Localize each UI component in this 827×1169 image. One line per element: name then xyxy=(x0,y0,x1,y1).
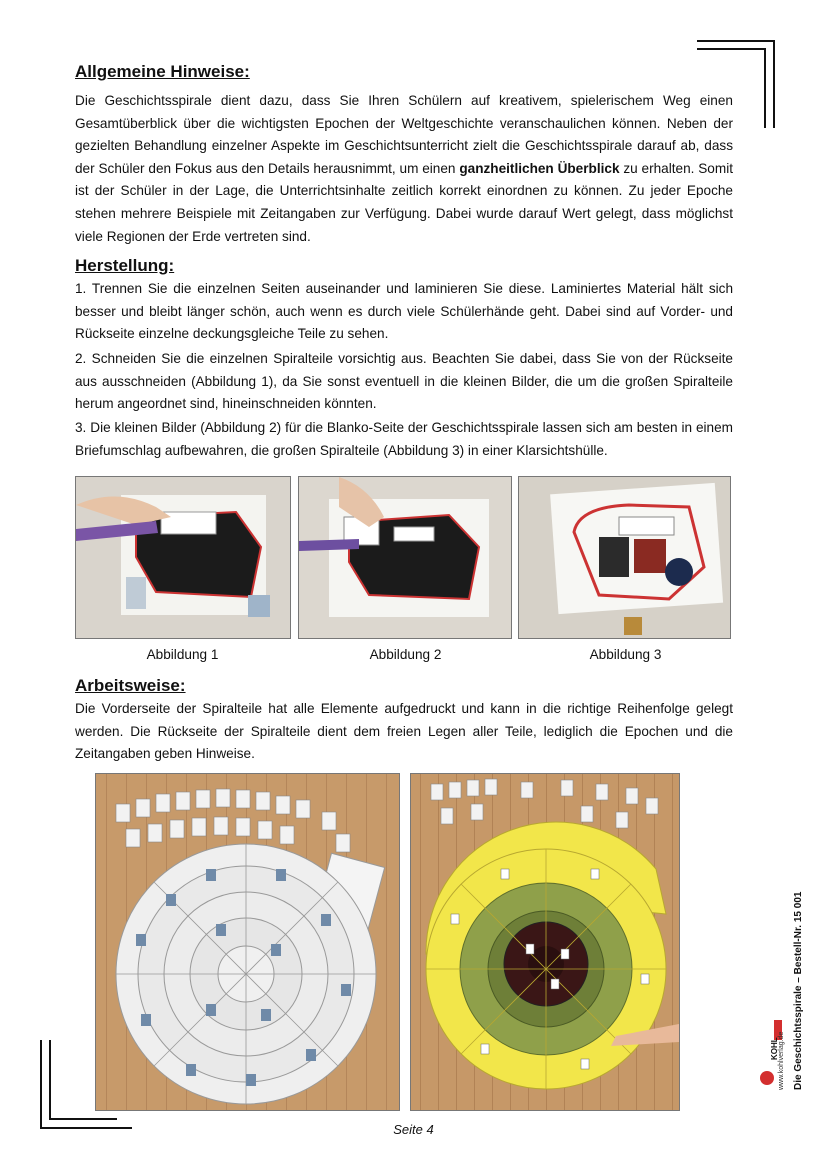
caption-abbildung-2: Abbildung 2 xyxy=(369,647,442,662)
corner-bottom-left-h2 xyxy=(49,1118,117,1120)
paragraph-allgemein xyxy=(75,90,733,248)
paragraph-arbeitsweise: Die Vorderseite der Spiralteile hat alle Elemente aufgedruckt und kann in die richtige Reihenfolge gelegt werden. Die Rückseite der Spiralteile dient dem freien Legen aller Teile, lediglich die Epochen und die Zeitangaben geben Hinweise. xyxy=(75,701,733,762)
sidebar-publisher: KOHL xyxy=(770,1037,779,1060)
photo-spiral-back xyxy=(410,773,680,1111)
paragraph-allgemein-part1: Die Geschichtsspirale dient dazu, dass Sie Ihren Schülern auf kreativem, spielerischem Weg einen Gesamtüberblick über die wichtigsten Epochen der Weltgeschichte veranschaulichen können. Neben der gezielten Behandlung einzelner Aspekte im Geschichtsunterricht zielt die Geschichtsspirale darauf ab, dass der Schüler den Fokus aus den Details herausnimmt, um einen xyxy=(75,93,733,176)
photo-spiral-back-illustration xyxy=(411,774,679,1110)
page-number: Seite 4 xyxy=(393,1122,434,1137)
heading-allgemeine-hinweise: Allgemeine Hinweise: xyxy=(75,62,250,81)
corner-top-right-v2 xyxy=(764,48,766,128)
corner-bottom-left-v1 xyxy=(40,1040,42,1128)
photo-spiral-front-illustration xyxy=(96,774,399,1110)
corner-bottom-left-v2 xyxy=(49,1040,51,1120)
sidebar-title: Die Geschichtsspirale – Bestell-Nr. 15 001 xyxy=(793,891,804,1090)
corner-top-right-h1 xyxy=(697,40,775,42)
caption-abbildung-3: Abbildung 3 xyxy=(589,647,662,662)
paragraph-herstellung-3: 3. Die kleinen Bilder (Abbildung 2) für die Blanko-Seite der Geschichtsspirale lassen sich am besten in einem Briefumschlag aufbewahren, die großen Spiralteile (Abbildung 3) in einer Klarsichtshülle. xyxy=(75,420,733,458)
corner-top-right-h2 xyxy=(697,48,765,50)
heading-herstellung: Herstellung: xyxy=(75,256,175,275)
photo-spiral-front xyxy=(95,773,400,1111)
paragraph-allgemein-part2: zu erhalten. Somit ist der Schüler in der Lage, die Unterrichtsinhalte zeitlich korrekt einordnen zu können. Zu jeder Epoche stehen mehrere Beispiele mit Zeitangaben zur Verfügung. Dabei wurde darauf Wert gelegt, dass möglichst viele Regionen der Erde vertreten sind. xyxy=(75,160,733,244)
sidebar-url: www.kohlverlag.de xyxy=(778,1031,785,1090)
corner-top-right-v1 xyxy=(773,40,775,128)
photo-abbildung-3-illustration xyxy=(519,477,730,638)
photo-abbildung-1 xyxy=(75,476,291,639)
paragraph-herstellung-1: 1. Trennen Sie die einzelnen Seiten auseinander und laminieren Sie diese. Laminiertes Material hält sich besser und bleibt länger schön, auch wenn es durch viele Schülerhände geht. Dabei sind auf Vorder- und Rückseite einzelne deckungsgleiche Teile zu sehen. xyxy=(75,281,733,342)
photo-abbildung-2-illustration xyxy=(299,477,511,638)
photo-abbildung-2 xyxy=(298,476,512,639)
bold-ganzheitlich: ganzheitlichen Überblick xyxy=(459,160,620,176)
caption-abbildung-1: Abbildung 1 xyxy=(146,647,219,662)
photo-abbildung-1-illustration xyxy=(76,477,290,638)
paragraph-herstellung-2: 2. Schneiden Sie die einzelnen Spiralteile vorsichtig aus. Beachten Sie dabei, dass Sie von der Rückseite aus ausschneiden (Abbildung 1), da Sie sonst eventuell in die kleinen Bilder, die um die großen Spiralteile herum angeordnet sind, hineinschneiden könnten. xyxy=(75,351,733,412)
photo-abbildung-3 xyxy=(518,476,731,639)
heading-arbeitsweise: Arbeitsweise: xyxy=(75,676,186,695)
